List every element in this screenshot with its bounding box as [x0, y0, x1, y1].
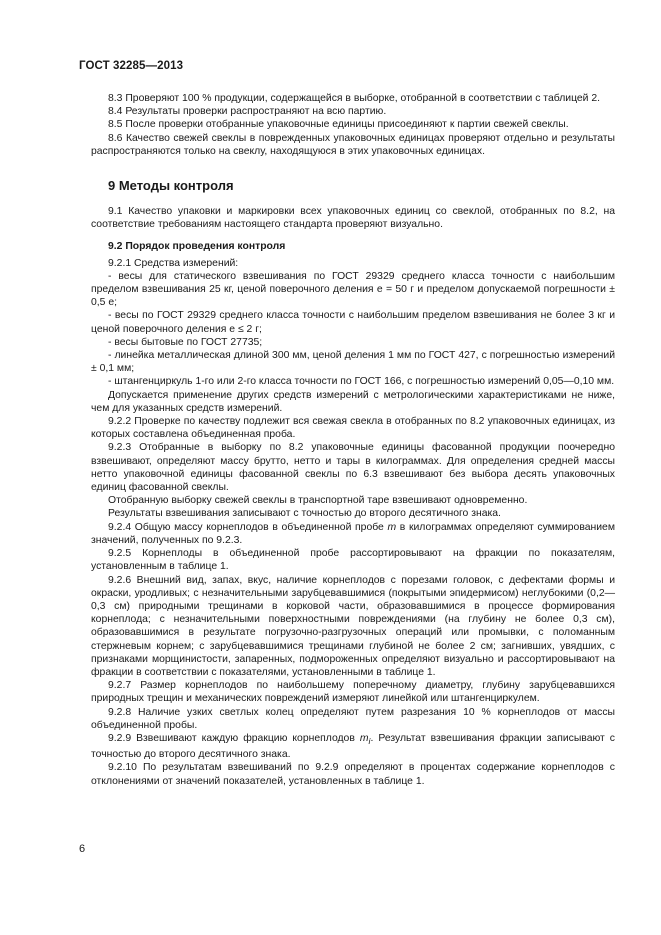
- clause-9-2-2: 9.2.2 Проверке по качеству подлежит вся свежая свекла в отобранных по 8.2 упаковочных единицах, из которых составлена объединенная проба.: [91, 416, 615, 441]
- clause-9-2-8: 9.2.8 Наличие узких светлых колец определяют путем разрезания 10 % корнеплодов от массы объединенной пробы.: [91, 706, 615, 731]
- clause-9-2-3: 9.2.3 Отобранные в выборку по 8.2 упаковочные единицы фасованной продукции поочередно взвешивают, определяют массу брутто, нетто и тары в килограммах. Для определения средней массы нетто упаковочной единицы фасованной свеклы по 6.3 взвешивают без выбора десять упаковочных единиц фасованной свеклы.: [91, 442, 615, 494]
- subsection-9-2-title: 9.2 Порядок проведения контроля: [108, 241, 286, 253]
- fraction-mass-subscript: i: [368, 736, 371, 747]
- fraction-mass-symbol: m: [359, 732, 369, 744]
- clause-9-2-5: 9.2.5 Корнеплоды в объединенной пробе рассортировывают на фракции по показателям, установленным в таблице 1.: [91, 548, 615, 573]
- section-9-title: 9 Методы контроля: [108, 178, 234, 194]
- allowed-instruments: Допускается применение других средств измерений с метрологическими характеристиками не ниже, чем для указанных средств измерений.: [91, 389, 615, 414]
- document-body: [91, 92, 615, 788]
- clause-8-5: 8.5 После проверки отобранные упаковочные единицы присоединяют к партии свежей свеклы.: [108, 119, 569, 131]
- clause-8-4: 8.4 Результаты проверки распространяют на всю партию.: [108, 106, 387, 118]
- instrument-item-2: - весы по ГОСТ 29329 среднего класса точности с наибольшим пределом взвешивания не более 3 кг и ценой поверочного деления е ≤ 2 г;: [91, 310, 615, 335]
- clause-9-2-9-text-b: . Результат взвешивания фракции записывают с точностью до второго десятичного знака.: [91, 732, 615, 761]
- clause-9-2-6: 9.2.6 Внешний вид, запах, вкус, наличие корнеплодов с порезами головок, с дефектами формы и окраски, уродливых; с незначительными зарубцевавшимися (покрытыми эпидермисом) неглубокими (0,2—0,3 см) природными трещинами в корковой части, образовавшимися в процессе формирования корнеплода; с незначительными поверхностными повреждениями (на глубину не более 0,3 см), образовавшимися в результате погрузочно-разгрузочных операций или промывки, с поломанным стержневым корнем; с зарубцевавшимися трещинами глубиной не более 2 см; загнивших, увядших, с признаками морщинистости, запаренных, подмороженных определяют визуально и рассортировывают на фракции в соответствии с показателями, установленными в таблице 1.: [91, 574, 615, 678]
- clause-9-2-4-text-b: в килограммах определяют суммированием значений, полученных по 9.2.3.: [91, 521, 615, 546]
- instrument-item-3: - весы бытовые по ГОСТ 27735;: [108, 336, 263, 348]
- document-header: ГОСТ 32285—2013: [79, 60, 184, 72]
- mass-variable-m: m: [387, 521, 397, 533]
- instrument-item-5: - штангенциркуль 1-го или 2-го класса точности по ГОСТ 166, с погрешностью измерений 0,05—0,10 мм.: [108, 376, 615, 388]
- clause-9-2-4-text-a: 9.2.4 Общую массу корнеплодов в объединенной пробе: [108, 521, 388, 533]
- instrument-item-4: - линейка металлическая длиной 300 мм, ценой деления 1 мм по ГОСТ 427, с погрешностью измерений ± 0,1 мм;: [91, 350, 615, 375]
- clause-9-2-7: 9.2.7 Размер корнеплодов по наибольшему поперечному диаметру, глубину зарубцевавшихся природных трещин и механических повреждений измеряют линейкой или штангенциркулем.: [91, 680, 615, 705]
- clause-9-2-9: [91, 732, 615, 761]
- clause-9-2-10: 9.2.10 По результатам взвешиваний по 9.2.9 определяют в процентах содержание корнеплодов с отклонениями от значений показателей, установленных в таблице 1.: [91, 762, 615, 787]
- clause-9-2-9-text-a: 9.2.9 Взвешивают каждую фракцию корнеплодов: [108, 732, 360, 744]
- clause-9-2-4: [91, 521, 615, 547]
- instrument-item-1: - весы для статического взвешивания по ГОСТ 29329 среднего класса точности с наибольшим пределом взвешивания 25 кг, ценой поверочного деления е = 50 г и пределом допускаемой погрешности ± 0,5 е;: [91, 270, 615, 309]
- clause-9-2-1: 9.2.1 Средства измерений:: [108, 257, 239, 269]
- clause-8-3: 8.3 Проверяют 100 % продукции, содержащейся в выборке, отобранной в соответствии с таблицей 2.: [108, 93, 601, 104]
- clause-8-6: 8.6 Качество свежей свеклы в поврежденных упаковочных единицах проверяют отдельно и результаты распространяются только на свеклу, находящуюся в этих упаковочных единицах.: [91, 132, 615, 157]
- weigh-sample-note: Отобранную выборку свежей свеклы в транспортной таре взвешивают одновременно.: [108, 495, 528, 507]
- fraction-mass-variable: [359, 732, 371, 747]
- clause-9-1: 9.1 Качество упаковки и маркировки всех упаковочных единиц со свеклой, отобранных по 8.2, на соответствие требованиям настоящего стандарта проверяют визуально.: [91, 206, 615, 231]
- results-precision-note: Результаты взвешивания записывают с точностью до второго десятичного знака.: [108, 508, 501, 520]
- page-number: 6: [79, 843, 86, 855]
